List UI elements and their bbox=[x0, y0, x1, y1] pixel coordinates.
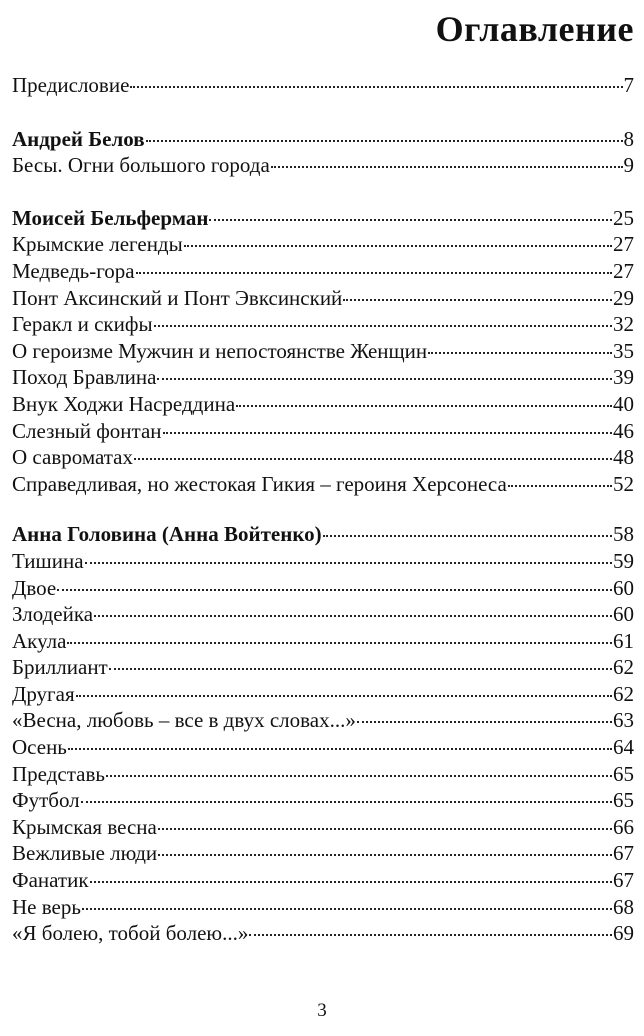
toc-entry bbox=[12, 867, 634, 894]
toc-entry-page: 66 bbox=[613, 814, 634, 839]
dot-leader bbox=[68, 748, 612, 750]
toc-entry-title: Другая bbox=[12, 681, 75, 706]
dot-leader bbox=[508, 485, 612, 487]
dot-leader bbox=[184, 245, 612, 247]
toc-entry-page: 48 bbox=[613, 445, 634, 470]
toc-entry bbox=[12, 787, 634, 814]
dot-leader bbox=[158, 854, 612, 856]
toc-entry-title: О савроматах bbox=[12, 445, 134, 470]
author-name: Андрей Белов bbox=[12, 126, 145, 151]
toc-entry-page: 63 bbox=[613, 708, 634, 733]
toc-entry bbox=[12, 471, 634, 498]
dot-leader bbox=[271, 166, 623, 168]
toc-entry-title: Двое bbox=[12, 575, 57, 600]
toc-entry-title: Крымская весна bbox=[12, 814, 157, 839]
toc-entry-title: Осень bbox=[12, 735, 67, 760]
dot-leader bbox=[67, 642, 612, 644]
toc-entry-title: Бесы. Огни большого города bbox=[12, 153, 270, 178]
page-title: Оглавление bbox=[435, 9, 634, 49]
toc-entry bbox=[12, 548, 634, 575]
toc-entry-page: 62 bbox=[613, 655, 634, 680]
dot-leader bbox=[343, 299, 612, 301]
toc-entry bbox=[12, 654, 634, 681]
dot-leader bbox=[130, 86, 622, 88]
toc-entry-page: 67 bbox=[613, 841, 634, 866]
toc-entry-title: «Весна, любовь – все в двух словах...» bbox=[12, 708, 356, 733]
toc-entry-page: 60 bbox=[613, 575, 634, 600]
toc-entry-page: 65 bbox=[613, 788, 634, 813]
toc-entry-page: 69 bbox=[613, 921, 634, 946]
toc-entry bbox=[12, 840, 634, 867]
toc-entry-title: Внук Ходжи Насреддина bbox=[12, 391, 236, 416]
author-name: Моисей Бельферман bbox=[12, 205, 209, 230]
toc-entry-page: 60 bbox=[613, 602, 634, 627]
toc-entry-page: 67 bbox=[613, 868, 634, 893]
toc-entry-title: Акула bbox=[12, 628, 67, 653]
dot-leader bbox=[94, 615, 612, 617]
toc-entry-title: Футбол bbox=[12, 788, 80, 813]
toc-entry-page: 9 bbox=[623, 153, 634, 178]
page-number: 3 bbox=[317, 1000, 327, 1021]
toc-entry bbox=[12, 707, 634, 734]
toc-entry-page: 61 bbox=[613, 628, 634, 653]
toc-entry-page: 59 bbox=[613, 548, 634, 573]
dot-leader bbox=[357, 721, 612, 723]
toc-entry bbox=[12, 311, 634, 338]
toc-entry-page: 46 bbox=[613, 418, 634, 443]
toc-entry-title: Крымские легенды bbox=[12, 232, 183, 257]
toc-entry-title: Представь bbox=[12, 761, 105, 786]
toc-entry-title: Понт Аксинский и Понт Эвксинский bbox=[12, 285, 343, 310]
dot-leader bbox=[249, 934, 612, 936]
dot-leader bbox=[154, 325, 612, 327]
toc-entry-title: Поход Бравлина bbox=[12, 365, 157, 390]
toc-entry-title: Бриллиант bbox=[12, 655, 108, 680]
dot-leader bbox=[157, 378, 612, 380]
toc-entry-title: Вежливые люди bbox=[12, 841, 158, 866]
dot-leader bbox=[82, 908, 612, 910]
dot-leader bbox=[146, 140, 623, 142]
toc-entry bbox=[12, 338, 634, 365]
toc-entry bbox=[12, 258, 634, 285]
section-gap bbox=[12, 99, 634, 126]
toc-entry-page: 7 bbox=[623, 73, 634, 97]
toc-entry-page: 65 bbox=[613, 761, 634, 786]
toc-entry bbox=[12, 364, 634, 391]
toc-entry bbox=[12, 814, 634, 841]
author-page: 58 bbox=[613, 522, 634, 547]
toc-entry bbox=[12, 734, 634, 761]
dot-leader bbox=[209, 219, 612, 221]
toc-entry-page: 35 bbox=[613, 338, 634, 363]
dot-leader bbox=[236, 405, 612, 407]
toc-entry-page: 40 bbox=[613, 391, 634, 416]
toc-author-heading bbox=[12, 126, 634, 153]
toc-entry-title: Предисловие bbox=[12, 73, 130, 97]
dot-leader bbox=[158, 828, 612, 830]
toc-entry bbox=[12, 575, 634, 602]
toc-entry-title: «Я болею, тобой болею...» bbox=[12, 921, 249, 946]
toc-entry bbox=[12, 761, 634, 788]
toc-entry-title: Геракл и скифы bbox=[12, 312, 153, 337]
toc-author-heading bbox=[12, 521, 634, 548]
toc-entry bbox=[12, 920, 634, 947]
toc-entry bbox=[12, 601, 634, 628]
toc-entry-title: Справедливая, но жестокая Гикия – героиня Херсонеса bbox=[12, 471, 507, 496]
dot-leader bbox=[85, 562, 612, 564]
table-of-contents bbox=[12, 72, 634, 947]
toc-author-heading bbox=[12, 205, 634, 232]
dot-leader bbox=[136, 272, 612, 274]
toc-entry-page: 52 bbox=[613, 471, 634, 496]
toc-entry-page: 39 bbox=[613, 365, 634, 390]
toc-entry bbox=[12, 894, 634, 921]
section-gap bbox=[12, 179, 634, 205]
author-name: Анна Головина (Анна Войтенко) bbox=[12, 522, 322, 547]
toc-entry bbox=[12, 444, 634, 471]
dot-leader bbox=[109, 668, 612, 670]
toc-entry bbox=[12, 231, 634, 258]
toc-entry bbox=[12, 152, 634, 179]
dot-leader bbox=[57, 589, 612, 591]
author-page: 8 bbox=[623, 126, 634, 151]
dot-leader bbox=[90, 881, 612, 883]
toc-entry-page: 29 bbox=[613, 285, 634, 310]
toc-entry-title: Слезный фонтан bbox=[12, 418, 162, 443]
toc-entry bbox=[12, 285, 634, 312]
toc-entry-page: 27 bbox=[613, 258, 634, 283]
toc-entry-page: 27 bbox=[613, 232, 634, 257]
dot-leader bbox=[106, 775, 612, 777]
toc-entry bbox=[12, 681, 634, 708]
toc-entry bbox=[12, 72, 634, 99]
dot-leader bbox=[134, 458, 612, 460]
dot-leader bbox=[76, 695, 612, 697]
toc-entry-title: О героизме Мужчин и непостоянстве Женщин bbox=[12, 338, 428, 363]
dot-leader bbox=[428, 352, 612, 354]
toc-entry bbox=[12, 391, 634, 418]
dot-leader bbox=[81, 801, 612, 803]
toc-entry-title: Злодейка bbox=[12, 602, 94, 627]
toc-entry bbox=[12, 418, 634, 445]
dot-leader bbox=[323, 535, 612, 537]
toc-entry bbox=[12, 628, 634, 655]
toc-entry-page: 32 bbox=[613, 312, 634, 337]
toc-entry-title: Фанатик bbox=[12, 868, 89, 893]
section-gap bbox=[12, 497, 634, 521]
toc-entry-title: Медведь-гора bbox=[12, 258, 135, 283]
toc-entry-page: 68 bbox=[613, 894, 634, 919]
toc-entry-page: 64 bbox=[613, 735, 634, 760]
toc-entry-page: 62 bbox=[613, 681, 634, 706]
toc-entry-title: Тишина bbox=[12, 548, 84, 573]
toc-entry-title: Не верь bbox=[12, 894, 81, 919]
author-page: 25 bbox=[613, 205, 634, 230]
dot-leader bbox=[163, 432, 612, 434]
